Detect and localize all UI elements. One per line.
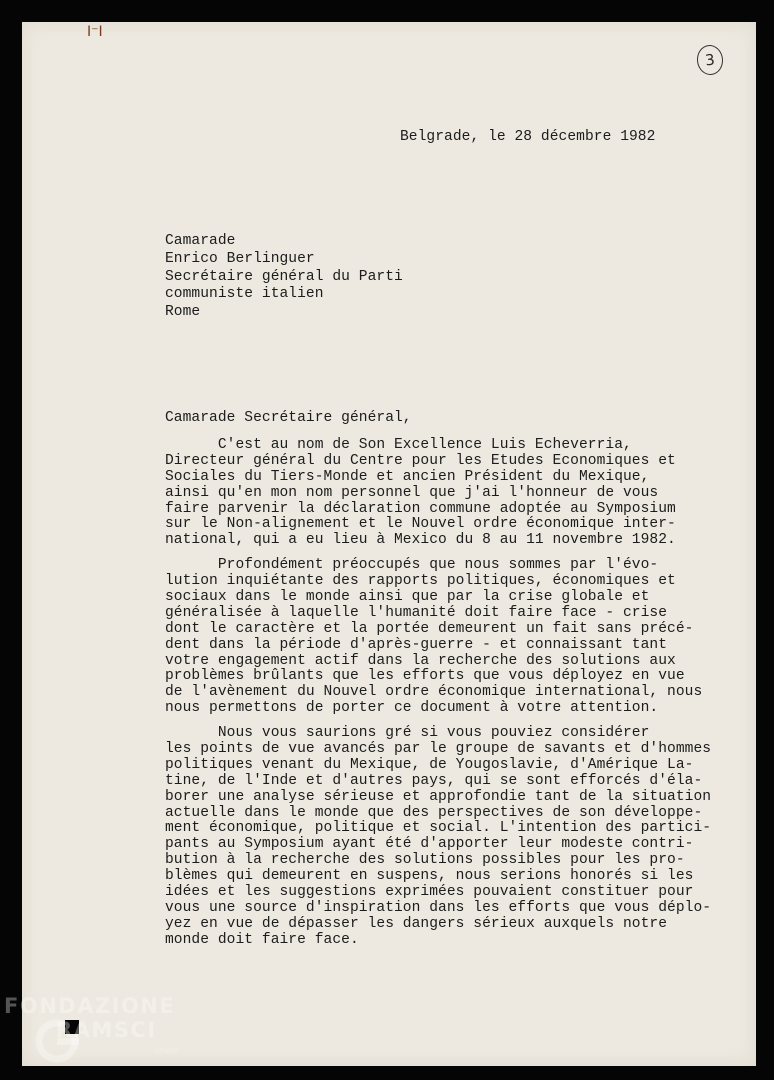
dateline: Belgrade, le 28 décembre 1982 (400, 129, 656, 145)
text-line: les points de vue avancés par le groupe de savants et d'hommes (165, 741, 712, 758)
recipient-address (165, 233, 403, 322)
text-line: sociaux dans le monde ainsi que par la crise globale et (165, 589, 650, 606)
text-line: dont le caractère et la portée demeurent un fait sans précé- (165, 620, 694, 637)
text-line: monde doit faire face. (165, 931, 359, 948)
text-line: de l'avènement du Nouvel ordre économique international, nous (165, 684, 703, 701)
text-line: blèmes qui demeurent en suspens, nous serions honorés si les (165, 868, 694, 885)
address-line: Enrico Berlinguer (165, 250, 315, 267)
text-line: Profondément préoccupés que nous sommes par l'évo- (165, 557, 659, 574)
fondazione-gramsci-watermark (4, 994, 194, 1074)
corner-mark: I⁻I (87, 24, 103, 40)
text-line: pants au Symposium ayant été d'apporter leur modeste contri- (165, 836, 694, 853)
text-line: borer une analyse sérieuse et approfondie tant de la situation (165, 788, 712, 805)
salutation: Camarade Secrétaire général, (165, 410, 412, 426)
text-line: yez en vue de dépasser les dangers sérieux auxquels notre (165, 915, 668, 932)
paragraph (165, 726, 735, 948)
text-line: ainsi qu'en mon nom personnel que j'ai l'honneur de vous (165, 484, 659, 501)
address-line: Rome (165, 304, 201, 321)
text-line: problèmes brûlants que les efforts que vous déployez en vue (165, 668, 685, 685)
text-line: Directeur général du Centre pour les Etudes Economiques et (165, 452, 676, 469)
address-line: Secrétaire général du Parti (165, 268, 403, 285)
text-line: dent dans la période d'après-guerre - et connaissant tant (165, 636, 668, 653)
text-line: votre engagement actif dans la recherche des solutions aux (165, 652, 676, 669)
text-line: actuelle dans le monde que des perspectives de son développe- (165, 804, 703, 821)
text-line: Nous vous saurions gré si vous pouviez considérer (165, 725, 650, 742)
text-line: politiques venant du Mexique, de Yougoslavie, d'Amérique La- (165, 756, 694, 773)
text-line: faire parvenir la déclaration commune adoptée au Symposium (165, 500, 676, 517)
address-line: communiste italien (165, 286, 324, 303)
text-line: bution à la recherche des solutions possibles pour les pro- (165, 852, 685, 869)
text-line: tine, de l'Inde et d'autres pays, qui se sont efforcés d'éla- (165, 772, 703, 789)
letter-body (165, 438, 735, 958)
paragraph (165, 438, 735, 549)
text-line: C'est au nom de Son Excellence Luis Echeverria, (165, 437, 632, 453)
watermark-line1: FONDAZIONE (4, 994, 176, 1018)
text-line: nous permettons de porter ce document à votre attention. (165, 700, 659, 717)
address-line: Camarade (165, 233, 236, 249)
text-line: vous une source d'inspiration dans les efforts que vous déplo- (165, 899, 712, 916)
text-line: lution inquiétante des rapports politiques, économiques et (165, 573, 676, 590)
text-line: ment économique, politique et social. L'intention des partici- (165, 820, 712, 837)
text-line: idées et les suggestions exprimées pouvaient constituer pour (165, 884, 694, 901)
watermark-line2: RAMSCI (56, 1018, 157, 1042)
text-line: Sociales du Tiers-Monde et ancien Président du Mexique, (165, 468, 650, 485)
paragraph (165, 558, 735, 717)
watermark-small: online (154, 1046, 179, 1055)
page-number: 3 (704, 50, 716, 70)
text-line: sur le Non-alignement et le Nouvel ordre économique inter- (165, 516, 676, 533)
text-line: généralisée à laquelle l'humanité doit faire face - crise (165, 604, 668, 621)
text-line: national, qui a eu lieu à Mexico du 8 au 11 novembre 1982. (165, 532, 676, 549)
